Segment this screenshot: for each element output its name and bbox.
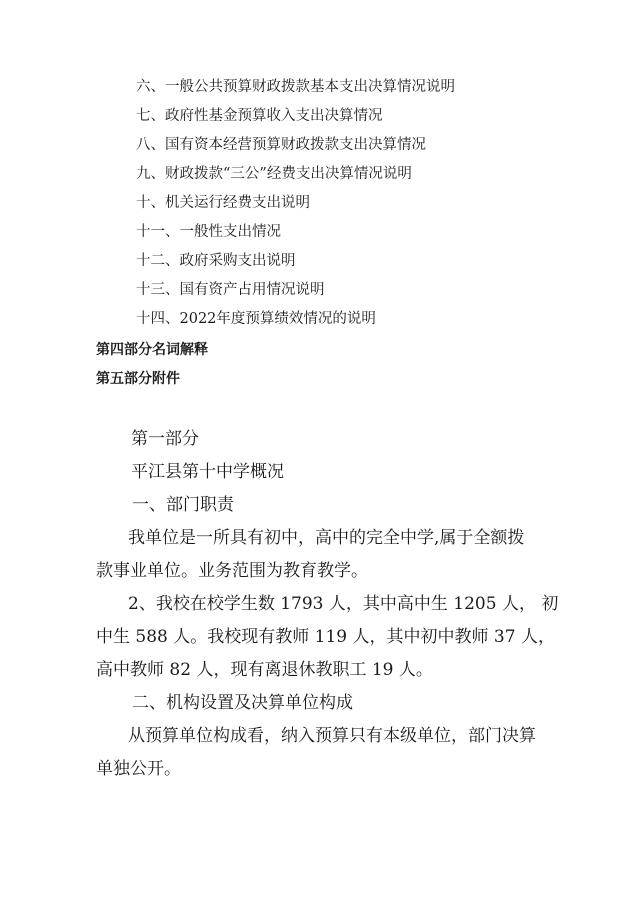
paragraph-line: 2、我校在校学生数 1793 人，其中高中生 1205 人， 初 [128, 594, 559, 614]
toc-item-10: 十、机关运行经费支出说明 [136, 195, 310, 211]
paragraph-line: 从预算单位构成看，纳入预算只有本级单位，部门决算 [128, 726, 536, 746]
paragraph-line: 中生 588 人。我校现有教师 119 人，其中初中教师 37 人， [96, 627, 555, 647]
paragraph-line: 我单位是一所具有初中，高中的完全中学,属于全额拨 [128, 528, 525, 548]
toc-item-13: 十三、国有资产占用情况说明 [136, 282, 325, 298]
toc-item-9: 九、财政拨款“三公”经费支出决算情况说明 [136, 166, 412, 182]
toc-item-7: 七、政府性基金预算收入支出决算情况 [136, 108, 383, 124]
toc-item-12: 十二、政府采购支出说明 [136, 253, 296, 269]
toc-item-14: 十四、2022年度预算绩效情况的说明 [136, 311, 376, 327]
paragraph-line: 款事业单位。业务范围为教育教学。 [96, 561, 368, 581]
toc-item-8: 八、国有资本经营预算财政拨款支出决算情况 [136, 137, 426, 153]
section-heading-duties: 一、部门职责 [132, 495, 234, 515]
paragraph-line: 单独公开。 [96, 759, 181, 779]
paragraph-line: 高中教师 82 人，现有离退休教职工 19 人。 [96, 660, 433, 680]
part-title: 第一部分 [131, 429, 199, 449]
toc-part5-heading: 第五部分附件 [96, 371, 180, 387]
org-title: 平江县第十中学概况 [131, 462, 284, 482]
toc-part4-heading: 第四部分名词解释 [96, 342, 208, 358]
toc-item-11: 十一、一般性支出情况 [136, 224, 281, 240]
section-heading-structure: 二、机构设置及决算单位构成 [132, 693, 353, 713]
toc-item-6: 六、一般公共预算财政拨款基本支出决算情况说明 [136, 79, 455, 95]
